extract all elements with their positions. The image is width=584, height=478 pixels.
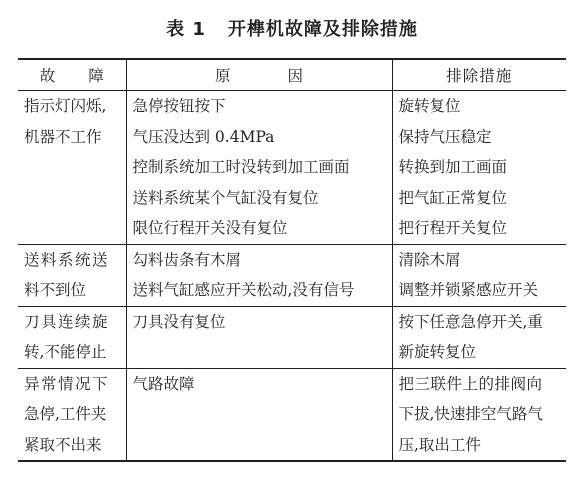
header-remedy: 排除措施 — [392, 59, 566, 91]
cause-cell — [126, 306, 392, 368]
remedy-cell — [392, 306, 566, 368]
fault-cell — [18, 91, 126, 245]
remedy-line: 把三联件上的排阀向 — [398, 374, 543, 393]
remedy-line: 压,取出工件 — [398, 435, 481, 454]
table-row — [18, 306, 566, 368]
fault-line: 转,不能停止 — [24, 343, 107, 361]
table-row — [18, 244, 566, 306]
cause-line: 送料气缸感应开关松动,没有信号 — [132, 281, 355, 299]
remedy-line: 清除木屑 — [398, 250, 461, 269]
fault-line: 急停,工件夹 — [24, 405, 107, 423]
remedy-line: 转换到加工画面 — [398, 158, 508, 176]
fault-table — [18, 58, 566, 462]
cause-line: 控制系统加工时没转到加工画面 — [132, 158, 350, 176]
cause-line: 刀具没有复位 — [132, 312, 226, 331]
remedy-line: 下拔,快速排空气路气 — [398, 405, 543, 423]
header-fault: 故 障 — [18, 59, 126, 91]
fault-line: 料不到位 — [24, 281, 87, 299]
cause-line: 勾料齿条有木屑 — [132, 250, 242, 269]
fault-line: 刀具连续旋 — [24, 312, 110, 331]
header-row — [18, 59, 566, 91]
remedy-line: 按下任意急停开关,重 — [398, 312, 543, 331]
cause-line: 气压没达到 0.4MPa — [132, 127, 275, 146]
cause-line: 气路故障 — [132, 374, 195, 393]
fault-cell — [18, 306, 126, 368]
remedy-line: 保持气压稳定 — [398, 127, 492, 146]
header-cause: 原 因 — [126, 59, 392, 91]
cause-line: 送料系统某个气缸没有复位 — [132, 188, 319, 207]
cause-line: 急停按钮按下 — [132, 97, 226, 115]
fault-line: 指示灯闪烁, — [24, 97, 107, 115]
remedy-cell — [392, 368, 566, 461]
table-title: 开榫机故障及排除措施 — [227, 19, 418, 40]
fault-line: 紧取不出来 — [24, 435, 102, 454]
cause-cell — [126, 91, 392, 245]
remedy-line: 调整并锁紧感应开关 — [398, 281, 539, 299]
fault-cell — [18, 368, 126, 461]
fault-line: 送料系统送 — [24, 250, 110, 269]
table-caption — [0, 18, 584, 42]
fault-cell — [18, 244, 126, 306]
remedy-line: 旋转复位 — [398, 97, 461, 115]
remedy-line: 把气缸正常复位 — [398, 188, 508, 207]
fault-line: 异常情况下 — [24, 374, 110, 393]
remedy-line: 新旋转复位 — [398, 343, 477, 361]
table-row — [18, 91, 566, 245]
cause-line: 限位行程开关没有复位 — [132, 219, 288, 237]
remedy-cell — [392, 244, 566, 306]
table-row — [18, 368, 566, 461]
cause-cell — [126, 368, 392, 461]
fault-line: 机器不工作 — [24, 127, 102, 146]
table-number: 表 1 — [166, 19, 206, 40]
remedy-cell — [392, 91, 566, 245]
remedy-line: 把行程开关复位 — [398, 219, 508, 237]
cause-cell — [126, 244, 392, 306]
